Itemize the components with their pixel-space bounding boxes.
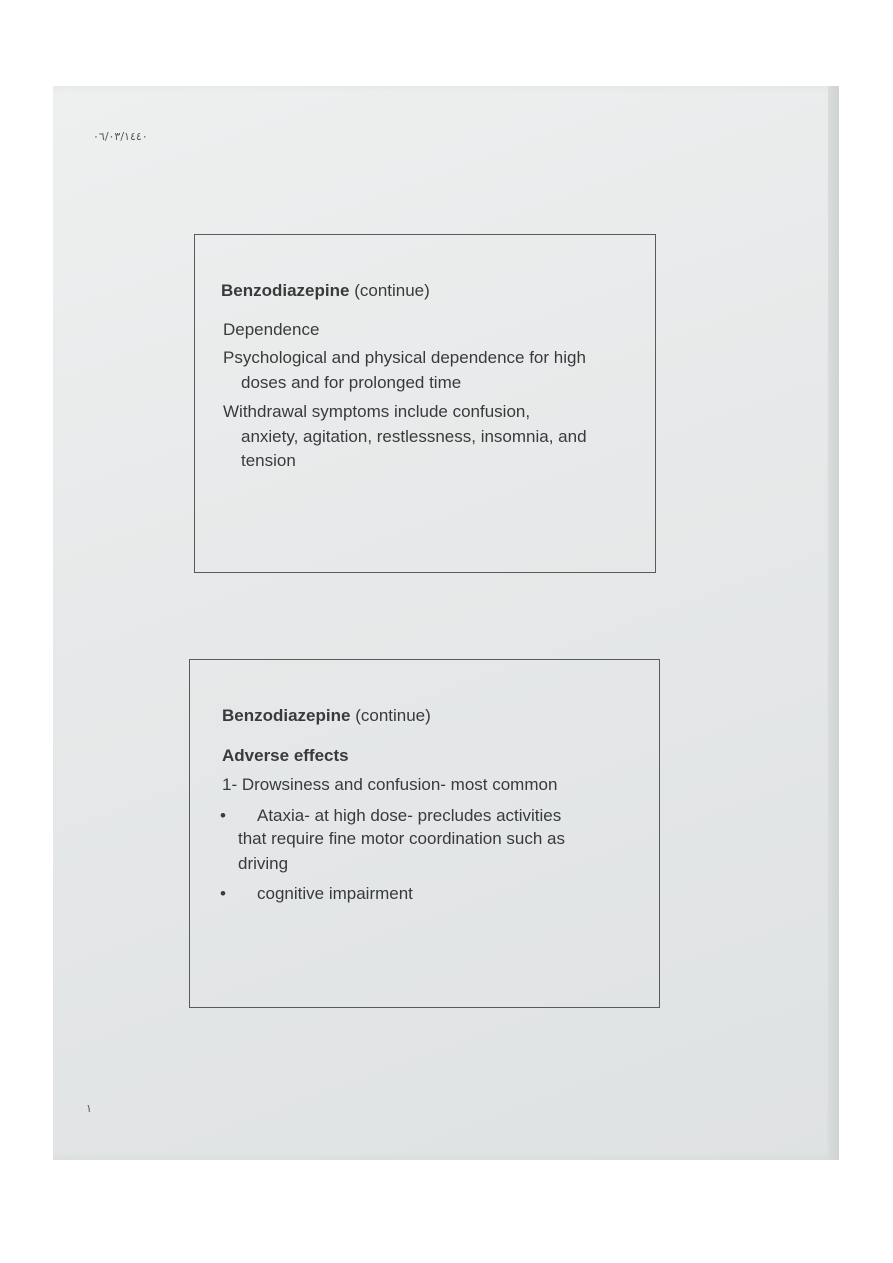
bullet-line: that require fine motor coordination such as (238, 829, 565, 848)
bullet-icon: • (220, 806, 226, 825)
slide-title-suffix: (continue) (355, 706, 431, 725)
slide-adverse-effects (189, 659, 660, 1008)
paragraph-line: tension (241, 451, 296, 470)
slide-title (222, 706, 431, 726)
slide-title-bold: Benzodiazepine (222, 706, 351, 725)
bullet-line: driving (238, 854, 289, 873)
paragraph-line: Withdrawal symptoms include confusion, (223, 402, 531, 421)
slide-heading: Dependence (223, 320, 320, 339)
bullet-line: Ataxia- at high dose- precludes activities (257, 806, 562, 825)
paragraph-line: Psychological and physical dependence for high (223, 348, 586, 367)
bullet-icon: • (220, 884, 226, 903)
list-item: 1- Drowsiness and confusion- most common (222, 775, 558, 794)
slide-title-bold: Benzodiazepine (221, 281, 350, 300)
paragraph-line: anxiety, agitation, restlessness, insomnia, and (241, 427, 587, 446)
paper-edge (828, 86, 839, 1160)
slide-heading: Adverse effects (222, 746, 349, 765)
date-stamp: ٠٦/٠٣/١٤٤٠ (93, 130, 148, 143)
page-number: ١ (86, 1102, 92, 1115)
slide-title (221, 281, 430, 301)
paragraph-line: doses and for prolonged time (241, 373, 462, 392)
slide-dependence (194, 234, 656, 573)
bullet-line: cognitive impairment (257, 884, 413, 903)
slide-title-suffix: (continue) (354, 281, 430, 300)
